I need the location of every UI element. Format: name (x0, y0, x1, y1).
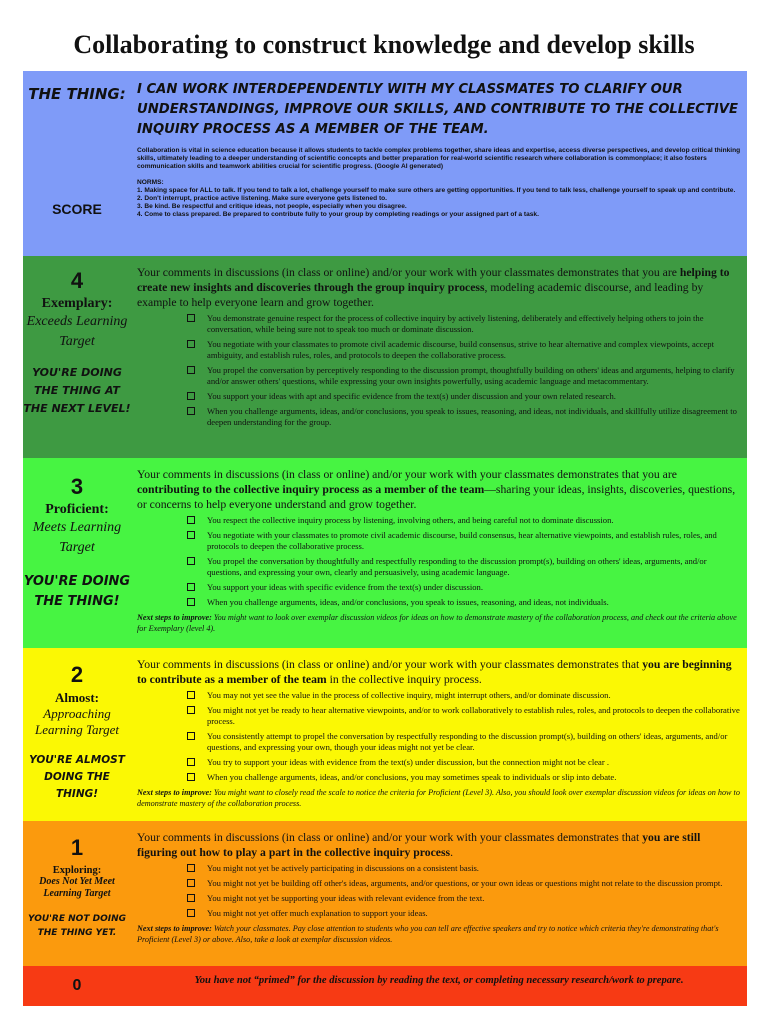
checkbox-icon[interactable] (187, 894, 195, 902)
next-steps: Next steps to improve: You might want to closely read the scale to notice the criteria for Proficient (Level 3). Also, you should look over exemplar discussion videos for ideas on how to demonstrate mastery of the collaboration process. (137, 788, 740, 808)
level-2-right-cell (131, 648, 747, 821)
level-name: Exploring: (52, 865, 102, 876)
level-intro: Your comments in discussions (in class or online) and/or your work with your classmates demonstrates that you are beginning to contribute as a member of the team in the collective inquiry process. (137, 658, 732, 686)
criteria-item: You demonstrate genuine respect for the process of collective inquiry by actively listening, deliberately and effectively helping others to join the conversation, while being sure not to speak too much or dominate discussion. (187, 313, 741, 335)
level-number: 3 (70, 474, 84, 499)
checkbox-icon[interactable] (187, 531, 195, 539)
level-0-row (23, 966, 747, 1006)
thing-statement: I CAN WORK INTERDEPENDENTLY WITH MY CLASSMATES TO CLARIFY OUR UNDERSTANDINGS, IMPROVE OUR SKILLS, AND CONTRIBUTE TO THE COLLECTIVE INQUIRY PROCESS AS A MEMBER OF THE TEAM. (137, 82, 739, 137)
level-1-row (23, 821, 747, 966)
checkbox-icon[interactable] (187, 392, 195, 400)
checkbox-icon[interactable] (187, 340, 195, 348)
level-tagline: YOU'RE ALMOST DOING THE THING! (29, 754, 125, 800)
level-0-text: You have not “primed” for the discussion by reading the text, or completing necessary research/work to prepare. (194, 975, 684, 986)
checkbox-icon[interactable] (187, 557, 195, 565)
level-1-right-cell (131, 821, 747, 966)
level-number: 4 (70, 268, 84, 293)
norm-item: 1. Making space for ALL to talk. If you tend to talk a lot, challenge yourself to make sure others are getting opportunities. If you tend to talk less, challenge yourself to speak up and contribute. (137, 187, 736, 194)
level-4-row (23, 256, 747, 458)
level-2-left-cell (23, 648, 131, 821)
norms-title: NORMS: (137, 179, 164, 186)
norm-item: 3. Be kind. Be respectful and critique ideas, not people, especially when you disagree. (137, 203, 407, 210)
level-3-row (23, 458, 747, 648)
level-tagline: YOU'RE DOING THE THING AT THE NEXT LEVEL! (23, 366, 131, 415)
criteria-item: You might not yet be building off other's ideas, arguments, and/or questions, or your own ideas or questions might not relate to the discussion prompt. (187, 878, 741, 889)
criteria-list (187, 863, 741, 919)
checkbox-icon[interactable] (187, 583, 195, 591)
level-number: 0 (72, 977, 82, 994)
criteria-item: You might not yet be supporting your ideas with relevant evidence from the text. (187, 893, 741, 904)
criteria-item: You support your ideas with specific evidence from the text(s) under discussion. (187, 582, 741, 593)
thing-row (23, 71, 747, 256)
checkbox-icon[interactable] (187, 598, 195, 606)
criteria-item: You propel the conversation by thoughtfully and respectfully responding to the discussion prompt(s), building on others' ideas, arguments, and/or questions, and expressing your own, clearly and persuasively, using academic language. (187, 556, 741, 578)
thing-label: THE THING: (28, 85, 126, 103)
criteria-list (187, 515, 741, 608)
criteria-list (187, 313, 741, 428)
score-label: SCORE (52, 201, 102, 217)
level-number: 1 (70, 835, 84, 860)
thing-left-cell (23, 71, 131, 256)
level-4-left-cell (23, 256, 131, 458)
criteria-item: You consistently attempt to propel the conversation by respectfully responding to the discussion prompt(s), building on others' ideas, arguments, and/or questions, and expressing your own, though your ideas might not yet be clear. (187, 731, 741, 753)
norm-item: 2. Don't interrupt, practice active listening. Make sure everyone gets listened to. (137, 195, 388, 202)
level-subtitle: Does Not Yet Meet Learning Target (39, 876, 115, 899)
criteria-item: When you challenge arguments, ideas, and/or conclusions, you speak to issues, reasoning, and ideas, not individuals, and skillfully utilize disagreement to deepen understanding for the group. (187, 406, 741, 428)
checkbox-icon[interactable] (187, 773, 195, 781)
norms-list (137, 187, 741, 219)
level-tagline: YOU'RE NOT DOING THE THING YET. (28, 914, 126, 938)
level-intro: Your comments in discussions (in class or online) and/or your work with your classmates demonstrates that you are still figuring out how to play a part in the collective inquiry process. (137, 831, 701, 859)
rubric-table (23, 71, 747, 1006)
criteria-item: You try to support your ideas with evidence from the text(s) under discussion, but the connection might not be clear . (187, 757, 741, 768)
level-2-row (23, 648, 747, 821)
criteria-list (187, 690, 741, 783)
checkbox-icon[interactable] (187, 366, 195, 374)
level-0-right-cell (131, 966, 747, 1006)
checkbox-icon[interactable] (187, 879, 195, 887)
level-0-left-cell (23, 966, 131, 1006)
checkbox-icon[interactable] (187, 864, 195, 872)
criteria-item: You negotiate with your classmates to promote civil academic discourse, build consensus, strive to hear alternative and complex viewpoints, accept ambiguity, and establish rules, roles, and protocols to deepen the collaborative process. (187, 339, 741, 361)
criteria-item: You might not yet offer much explanation to support your ideas. (187, 908, 741, 919)
criteria-item: You may not yet see the value in the process of collective inquiry, might interrupt others, and/or dominate discussion. (187, 690, 741, 701)
criteria-item: When you challenge arguments, ideas, and/or conclusions, you speak to issues, reasoning, and ideas, not individuals. (187, 597, 741, 608)
criteria-item: You negotiate with your classmates to promote civil academic discourse, build consensus, hear alternative viewpoints, and establish rules, roles, and protocols to deepen the collaborative process. (187, 530, 741, 552)
norm-item: 4. Come to class prepared. Be prepared to contribute fully to your group by completing readings or your assigned part of a task. (137, 211, 539, 218)
criteria-item: When you challenge arguments, ideas, and/or conclusions, you may sometimes speak to individuals or slip into debate. (187, 772, 741, 783)
criteria-item: You might not yet be ready to hear alternative viewpoints, and/or to work collaboratively to establish rules, roles, and protocols to deepen the collaborative process. (187, 705, 741, 727)
next-steps: Next steps to improve: You might want to look over exemplar discussion videos for ideas on how to demonstrate mastery of the collaboration process, and check out the criteria above for Exemplary (level 4). (137, 613, 737, 633)
level-intro: Your comments in discussions (in class or online) and/or your work with your classmates demonstrates that you are helping to create new insights and discoveries through the group inquiry process, modeling academic discourse, and leading by example to help everyone learn and grow together. (137, 266, 730, 309)
criteria-item: You respect the collective inquiry process by listening, involving others, and being careful not to dominate discussion. (187, 515, 741, 526)
checkbox-icon[interactable] (187, 909, 195, 917)
checkbox-icon[interactable] (187, 758, 195, 766)
thing-right-cell (131, 71, 747, 256)
page-title: Collaborating to construct knowledge and develop skills (73, 30, 695, 59)
level-tagline: YOU'RE DOING THE THING! (23, 574, 131, 609)
level-name: Exemplary: (41, 296, 113, 311)
level-1-left-cell (23, 821, 131, 966)
criteria-item: You propel the conversation by perceptively responding to the discussion prompt, thoughtfully building on others' ideas and arguments, helping to clarify and/or answer others' questions, while expressing your own insights powerfully, using academic language and metacommentary. (187, 365, 741, 387)
level-intro: Your comments in discussions (in class or online) and/or your work with your classmates demonstrates that you are contributing to the collective inquiry process as a member of the team—sharing your ideas, insights, discoveries, questions, or concerns to help everyone understand and grow together. (137, 468, 736, 511)
level-4-right-cell (131, 256, 747, 458)
checkbox-icon[interactable] (187, 516, 195, 524)
level-number: 2 (70, 662, 84, 687)
level-subtitle: Exceeds Learning Target (26, 314, 128, 349)
thing-description: Collaboration is vital in science education because it allows students to tackle complex problems together, share ideas and expertise, access diverse perspectives, and develop critical thinking skills, ultimately leading to a deeper understanding of scientific concepts and better preparation for real-world scientific research where collaboration is commonplace; it also fosters communication skills and teamwork abilities crucial for scientific progress. (Google AI generated) (137, 147, 741, 170)
checkbox-icon[interactable] (187, 314, 195, 322)
level-name: Proficient: (45, 502, 109, 517)
checkbox-icon[interactable] (187, 691, 195, 699)
level-subtitle: Meets Learning Target (32, 520, 122, 555)
next-steps: Next steps to improve: Watch your classmates. Pay close attention to students who you can tell are effective speakers and try to notice which criteria they're demonstrating that's Proficient (Level 3) or above. Also, take a look at exemplar discussion videos. (137, 924, 719, 944)
level-3-left-cell (23, 458, 131, 648)
level-name: Almost: (54, 690, 100, 705)
checkbox-icon[interactable] (187, 732, 195, 740)
checkbox-icon[interactable] (187, 407, 195, 415)
checkbox-icon[interactable] (187, 706, 195, 714)
level-subtitle: Approaching Learning Target (35, 706, 119, 737)
criteria-item: You support your ideas with apt and specific evidence from the text(s) under discussion and your own related research. (187, 391, 741, 402)
criteria-item: You might not yet be actively participating in discussions on a consistent basis. (187, 863, 741, 874)
level-3-right-cell (131, 458, 747, 648)
